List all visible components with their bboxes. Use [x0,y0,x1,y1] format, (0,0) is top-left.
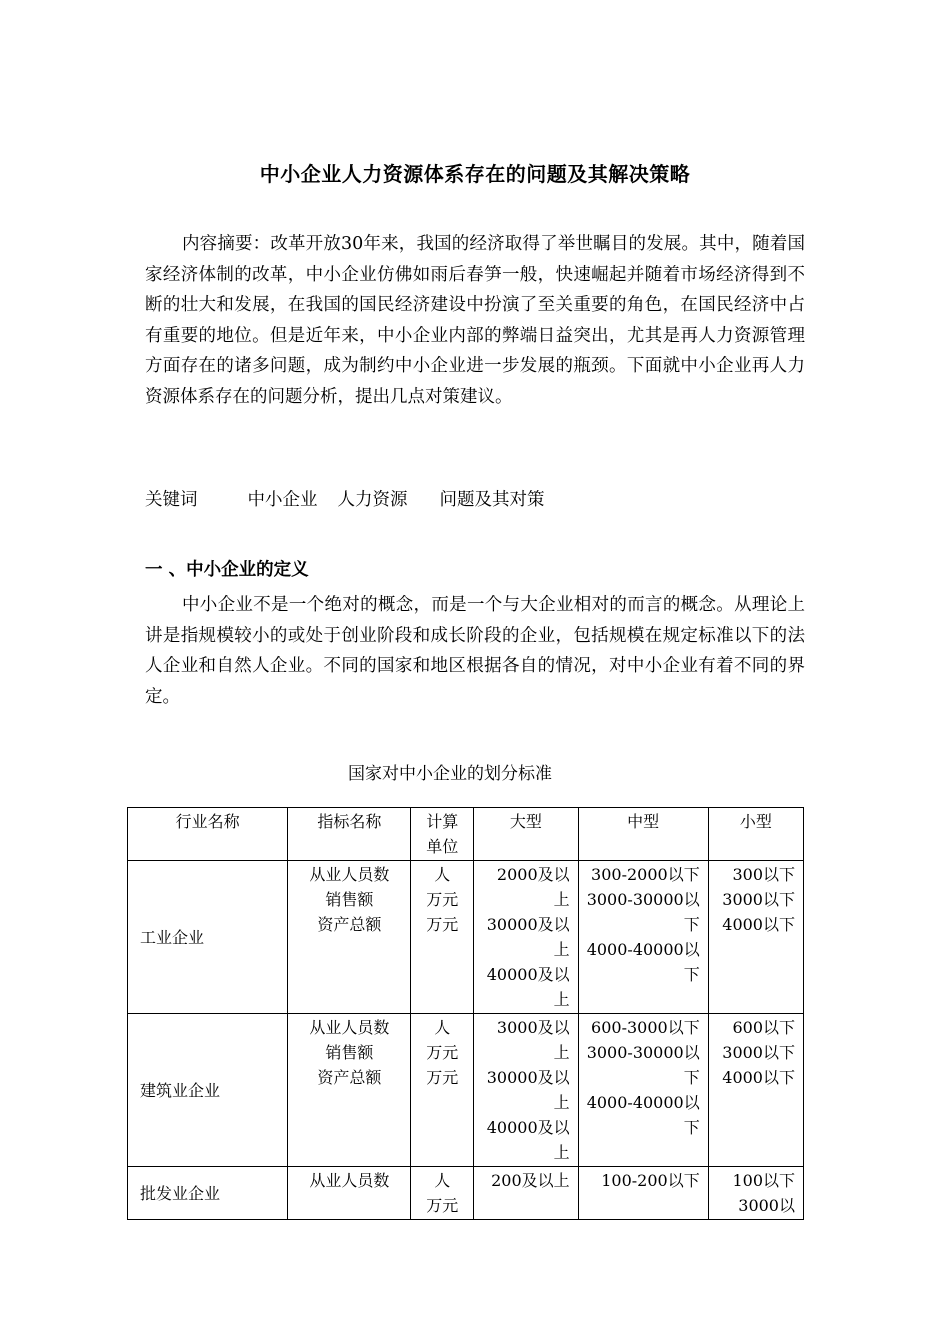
large-cell [474,861,579,1014]
industry-cell: 工业企业 [128,861,288,1014]
medium-value: 600-3000以下 [591,1018,700,1037]
section-body [145,590,805,712]
industry-cell: 建筑业企业 [128,1014,288,1167]
small-cell [708,861,803,1014]
large-cell [474,1014,579,1167]
header-cell: 小型 [708,808,803,861]
large-value: 30000及以上 [486,915,570,959]
large-value: 200及以上 [491,1171,570,1190]
header-cell: 指标名称 [288,808,411,861]
unit-value: 人 [434,1171,451,1190]
table-row [128,1014,804,1167]
table-header-row [128,808,804,861]
large-value: 40000及以上 [486,965,570,1009]
small-value: 4000以下 [722,1068,795,1087]
small-value: 3000以下 [722,890,795,909]
header-cell: 大型 [474,808,579,861]
large-value: 2000及以上 [496,865,570,909]
section-paragraph: 中小企业不是一个绝对的概念，而是一个与大企业相对的而言的概念。从理论上讲是指规模较小的或处于创业阶段和成长阶段的企业，包括规模在规定标准以下的法人企业和自然人企业。不同的国家和地区根据各自的情况，对中小企业有着不同的界定。 [145,595,805,707]
table-row [128,861,804,1014]
medium-cell [578,1014,708,1167]
unit-value: 万元 [426,1043,459,1062]
unit-value: 万元 [426,1196,459,1215]
indicator-cell [288,861,411,1014]
large-value: 40000及以上 [486,1118,570,1162]
table-row [128,1167,804,1220]
small-value: 3000以下 [722,1043,795,1062]
indicator-name: 销售额 [325,1043,374,1062]
large-value: 30000及以上 [486,1068,570,1112]
unit-value: 万元 [426,915,459,934]
medium-value: 4000-40000以下 [586,1093,700,1137]
indicator-name: 从业人员数 [309,1171,390,1190]
indicator-name: 从业人员数 [309,1018,390,1037]
keyword-item: 问题及其对策 [439,490,545,510]
unit-value: 人 [434,1018,451,1037]
small-value: 4000以下 [722,915,795,934]
small-value: 600以下 [732,1018,795,1037]
classification-table [127,807,804,1220]
abstract-paragraph: 内容摘要：改革开放30年来，我国的经济取得了举世瞩目的发展。其中，随着国家经济体制的改革，中小企业仿佛如雨后春笋一般，快速崛起并随着市场经济得到不断的壮大和发展，在我国的国民经济建设中扮演了至关重要的角色，在国民经济中占有重要的地位。但是近年来，中小企业内部的弊端日益突出，尤其是再人力资源管理方面存在的诸多问题，成为制约中小企业进一步发展的瓶颈。下面就中小企业再人力资源体系存在的问题分析，提出几点对策建议。 [145,234,805,407]
keywords-label: 关键词 [145,490,198,510]
medium-value: 3000-30000以下 [586,890,700,934]
abstract-block [145,229,805,412]
keyword-item: 中小企业 [247,490,318,510]
medium-value: 100-200以下 [601,1171,700,1190]
medium-value: 4000-40000以下 [586,940,700,984]
small-value: 3000以 [738,1196,795,1215]
unit-value: 万元 [426,890,459,909]
keyword-item: 人力资源 [337,490,408,510]
large-value: 3000及以上 [496,1018,570,1062]
indicator-name: 销售额 [325,890,374,909]
indicator-cell [288,1014,411,1167]
table-caption: 国家对中小企业的划分标准 [348,764,552,784]
header-cell: 行业名称 [128,808,288,861]
small-cell [708,1014,803,1167]
small-value: 100以下 [732,1171,795,1190]
indicator-name: 资产总额 [317,915,382,934]
header-cell: 计算单位 [411,808,474,861]
medium-value: 300-2000以下 [591,865,700,884]
indicator-cell [288,1167,411,1220]
keywords-line [145,485,545,515]
medium-value: 3000-30000以下 [586,1043,700,1087]
medium-cell [578,1167,708,1220]
unit-value: 万元 [426,1068,459,1087]
unit-cell [411,1014,474,1167]
large-cell [474,1167,579,1220]
unit-cell [411,861,474,1014]
document-title: 中小企业人力资源体系存在的问题及其解决策略 [259,162,691,186]
unit-value: 人 [434,865,451,884]
unit-cell [411,1167,474,1220]
small-value: 300以下 [732,865,795,884]
medium-cell [578,861,708,1014]
industry-cell: 批发业企业 [128,1167,288,1220]
indicator-name: 从业人员数 [309,865,390,884]
header-cell: 中型 [578,808,708,861]
indicator-name: 资产总额 [317,1068,382,1087]
section-heading: 一 、中小企业的定义 [145,560,309,580]
small-cell [708,1167,803,1220]
